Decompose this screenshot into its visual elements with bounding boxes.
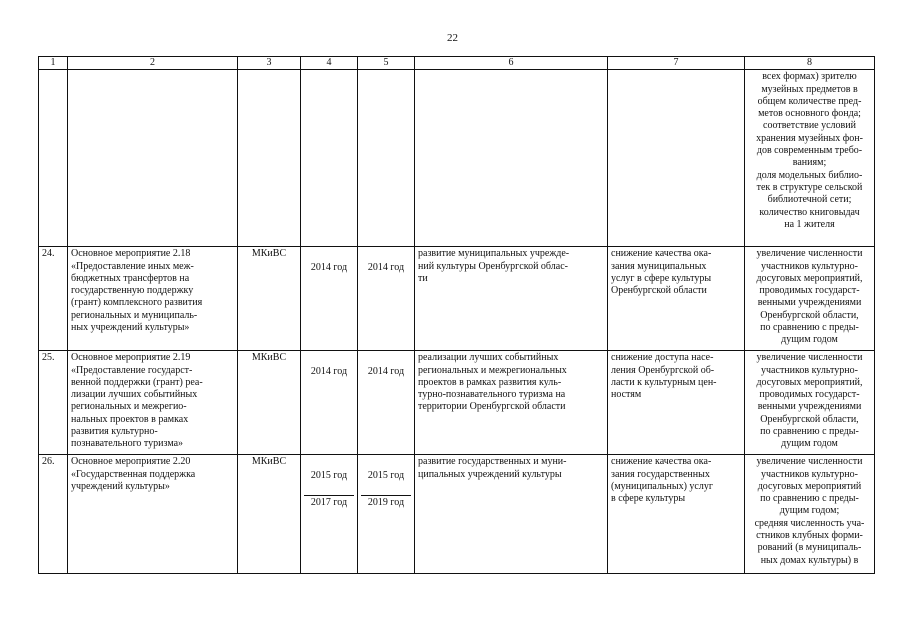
executor-cell: МКиВС [238, 455, 301, 574]
end-year: 2014 год [367, 261, 405, 273]
empty-cell [358, 70, 415, 247]
indicator-cell: увеличение численности участников культурно- досуговых мероприятий, проводимых государст- венными учреждениями Оренбургской области, по сравнению с преды- дущим годом [745, 351, 875, 455]
executor-cell: МКиВС [238, 351, 301, 455]
row-number: 24. [39, 247, 68, 351]
start-year-cell [301, 247, 358, 351]
end-year: 2019 год [361, 495, 411, 510]
measure-name: Основное мероприятие 2.20 «Государственная поддержка учреждений культуры» [68, 455, 238, 574]
empty-cell [415, 70, 608, 247]
column-number: 2 [68, 57, 238, 70]
start-year-cell [301, 351, 358, 455]
column-number: 5 [358, 57, 415, 70]
empty-cell [238, 70, 301, 247]
empty-cell [608, 70, 745, 247]
empty-cell [68, 70, 238, 247]
start-year: 2014 год [310, 365, 348, 377]
non-implementation-consequence: снижение качества ока- зания муниципальных услуг в сфере культуры Оренбургской области [608, 247, 745, 351]
start-year: 2014 год [310, 261, 348, 273]
continuation-row [39, 70, 875, 247]
expected-result: развитие государственных и муни- ципальных учреждений культуры [415, 455, 608, 574]
measure-name: Основное мероприятие 2.19 «Предоставление государст- венной поддержки (грант) реа- лизации лучших событийных региональных и межрегио- нальных проектов в рамках развития культурно- познавательного туризма» [68, 351, 238, 455]
indicator-cell: увеличение численности участников культурно- досуговых мероприятий, проводимых государст- венными учреждениями Оренбургской области, по сравнению с преды- дущим годом [745, 247, 875, 351]
column-number: 8 [745, 57, 875, 70]
executor-cell: МКиВС [238, 247, 301, 351]
row-number: 25. [39, 351, 68, 455]
start-year: 2017 год [304, 495, 354, 510]
measures-table [38, 56, 875, 574]
measure-name: Основное мероприятие 2.18 «Предоставление иных меж- бюджетных трансфертов на государственную поддержку (грант) комплексного развития региональных и муниципаль- ных учреждений культуры» [68, 247, 238, 351]
end-year-cell [358, 351, 415, 455]
table-row [39, 455, 875, 574]
column-number-row [39, 57, 875, 70]
table-row [39, 351, 875, 455]
table-row [39, 247, 875, 351]
row-number: 26. [39, 455, 68, 574]
empty-cell [39, 70, 68, 247]
column-number: 6 [415, 57, 608, 70]
end-year: 2014 год [367, 365, 405, 377]
page-number: 22 [447, 32, 458, 44]
column-number: 1 [39, 57, 68, 70]
end-year-cell [358, 455, 415, 574]
column-number: 4 [301, 57, 358, 70]
start-year-cell [301, 455, 358, 574]
start-year: 2015 год [310, 469, 348, 481]
column-number: 3 [238, 57, 301, 70]
end-year-cell [358, 247, 415, 351]
expected-result: реализации лучших событийных региональных и межрегиональных проектов в рамках развития куль- турно-познавательного туризма на территории Оренбургской области [415, 351, 608, 455]
end-year: 2015 год [367, 469, 405, 481]
expected-result: развитие муниципальных учрежде- ний культуры Оренбургской облас- ти [415, 247, 608, 351]
non-implementation-consequence: снижение доступа насе- ления Оренбургской об- ласти к культурным цен- ностям [608, 351, 745, 455]
empty-cell [301, 70, 358, 247]
indicator-cell: всех формах) зрителю музейных предметов в общем количестве пред- метов основного фонда; соответствие условий хранения музейных фон- дов современным требо- ваниям; доля модельных библио- тек в структуре сельской библиотечной сети; количество книговыдач на 1 жителя [745, 70, 875, 247]
column-number: 7 [608, 57, 745, 70]
non-implementation-consequence: снижение качества ока- зания государственных (муниципальных) услуг в сфере культуры [608, 455, 745, 574]
indicator-cell: увеличение численности участников культурно- досуговых мероприятий по сравнению с преды- дущим годом; средняя численность уча- стников клубных форми- рований (в муниципаль- ных домах культуры) в [745, 455, 875, 574]
